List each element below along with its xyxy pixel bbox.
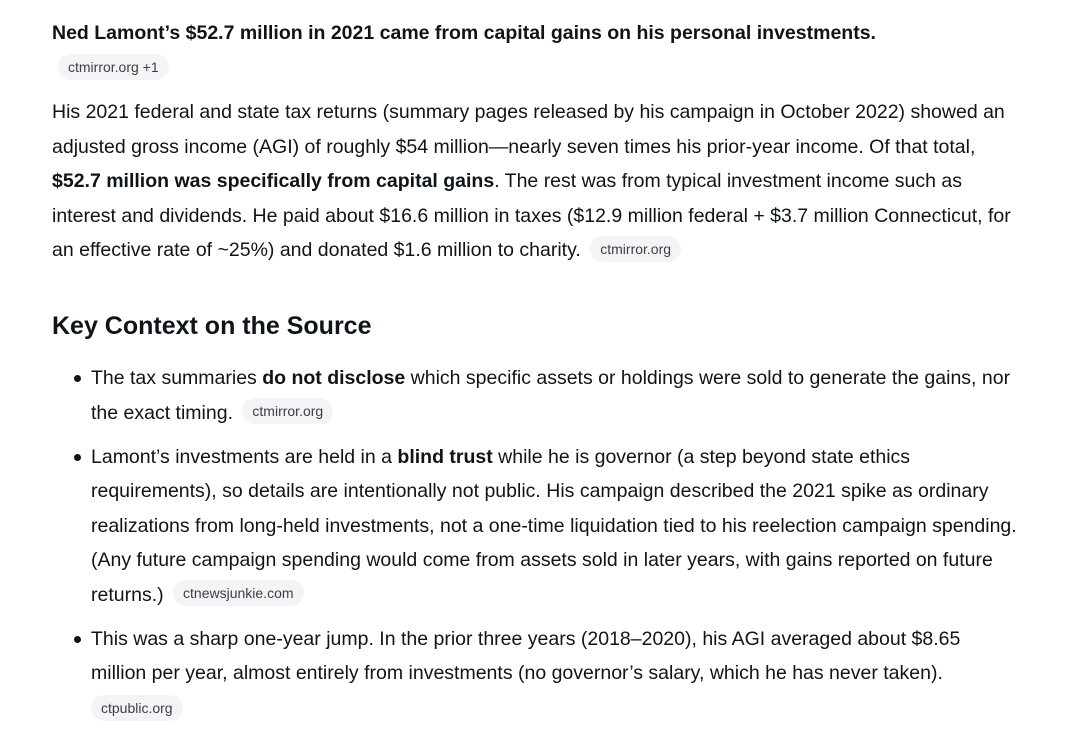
bullet-icon [74, 375, 81, 382]
paragraph-text-2: . The rest was from typical investment income such as interest and dividends. He paid about $16.6 million in taxes ($12.9 million federal + $3.7 million Connecticut, for an effective rate of ~25%) and donated $1.6 million to charity. [52, 170, 1011, 261]
list-item [52, 440, 1017, 613]
bullet-text-pre: The tax summaries [91, 367, 263, 389]
list-item [52, 622, 1017, 726]
bullet-text-post: which specific assets or holdings were sold to generate the gains, nor the exact timing. [91, 367, 1011, 424]
source-chip-paragraph[interactable]: ctmirror.org [590, 236, 681, 262]
list-item [52, 361, 1017, 430]
bullet-text-pre: Lamont’s investments are held in a [91, 445, 398, 468]
source-chip-headline[interactable]: ctmirror.org +1 [58, 54, 169, 80]
headline: Ned Lamont’s $52.7 million in 2021 came from capital gains on his personal investments. [52, 22, 876, 44]
paragraph-text-1: His 2021 federal and state tax returns (summary pages released by his campaign in October 2022) showed an adjusted gross income (AGI) of roughly $54 million—nearly seven times his prior-year income. Of that total, [52, 101, 1005, 158]
source-chip-bullet-1[interactable]: ctmirror.org [242, 398, 333, 424]
summary-paragraph [52, 95, 1017, 268]
bullet-text: This was a sharp one-year jump. In the prior three years (2018–2020), his AGI averaged about $8.65 million per year, almost entirely from investments (no governor’s salary, which he has never taken). [91, 627, 961, 684]
bullet-icon [74, 454, 81, 461]
bullet-bold: blind trust [397, 445, 493, 468]
context-list [52, 361, 1017, 735]
bullet-icon [74, 636, 81, 643]
paragraph-bold: $52.7 million was specifically from capital gains [52, 170, 495, 192]
section-title: Key Context on the Source [52, 312, 372, 340]
bullet-text-post: while he is governor (a step beyond state ethics requirements), so details are intentionally not public. His campaign described the 2021 spike as ordinary realizations from long-held investments, not a one-time liquidation tied to his reelection campaign spending. (Any future campaign spending would come from assets sold in later years, with gains reported on future returns.) [91, 445, 1017, 606]
source-chip-bullet-3[interactable]: ctpublic.org [91, 695, 183, 721]
source-chip-bullet-2[interactable]: ctnewsjunkie.com [173, 580, 304, 606]
bullet-bold: do not disclose [262, 367, 406, 389]
